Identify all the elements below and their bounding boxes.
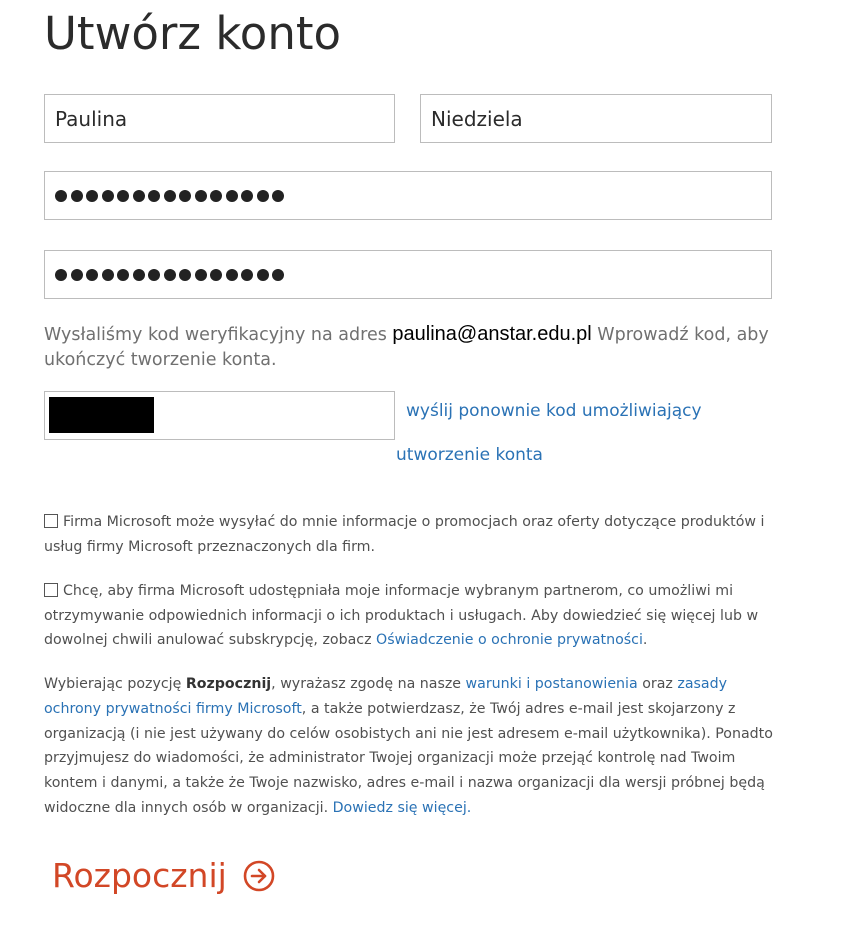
partners-consent (44, 579, 784, 653)
confirm-password-field[interactable] (44, 250, 772, 299)
password-dot (179, 269, 191, 281)
password-dot (195, 190, 207, 202)
password-mask (55, 183, 288, 208)
password-dot (257, 269, 269, 281)
legal-text-4: , a także potwierdzasz, że Twój adres e-mail jest skojarzony z organizacją (i nie jest używany do celów osobistych ani nie jest adresem e-mail użytkownika). Ponadto przyjmujesz do wiadomości, że administrator Twojej organizacji może przejąć kontrolę nad Twoim kontem i danymi, a także że Twoje nazwisko, adres e-mail i nazwa organizacji dla wersji próbnej będą widoczne dla innych osób w organizacji. (44, 700, 773, 816)
privacy-statement-link[interactable]: Oświadczenie o ochronie prywatności (376, 632, 643, 648)
password-dot (226, 269, 238, 281)
password-dot (55, 269, 67, 281)
verification-email: paulina@anstar.edu.pl (392, 323, 592, 345)
legal-notice (44, 672, 784, 821)
terms-link[interactable]: warunki i postanowienia (465, 676, 638, 692)
verification-text-before: Wysłaliśmy kod weryfikacyjny na adres (44, 325, 393, 345)
redacted-code (49, 397, 154, 433)
password-dot (133, 190, 145, 202)
password-dot (55, 190, 67, 202)
marketing-consent (44, 510, 784, 559)
resend-code-link-line1[interactable]: wyślij ponownie kod umożliwiający (406, 401, 702, 421)
resend-code-link-line2[interactable]: utworzenie konta (396, 445, 543, 465)
partners-label-end: . (642, 632, 648, 648)
password-dot (226, 190, 238, 202)
password-dot (272, 269, 284, 281)
verification-text-after: Wprowadź kod, aby ukończyć tworzenie konta. (44, 325, 769, 370)
password-dot (179, 190, 191, 202)
password-dot (148, 269, 160, 281)
password-dot (210, 190, 222, 202)
partners-checkbox[interactable] (44, 583, 58, 597)
password-dot (102, 190, 114, 202)
password-field[interactable] (44, 171, 772, 220)
legal-text-3: oraz (637, 676, 678, 692)
confirm-password-mask (55, 262, 288, 287)
password-dot (195, 269, 207, 281)
verification-code-field[interactable] (44, 391, 395, 440)
first-name-value: Paulina (55, 106, 128, 131)
password-dot (241, 190, 253, 202)
page-title: Utwórz konto (44, 7, 342, 60)
start-button[interactable] (52, 856, 275, 895)
partners-label: Chcę, aby firma Microsoft udostępniała moje informacje wybranym partnerom, co umożliwi mi otrzymywanie odpowiednich informacji o ich produktach i usługach. Aby dowiedzieć się więcej lub w dowolnej chwili anulować subskrypcję, zobacz (44, 583, 759, 648)
legal-bold-start: Rozpocznij (185, 676, 272, 692)
password-dot (86, 190, 98, 202)
marketing-label: Firma Microsoft może wysyłać do mnie informacje o promocjach oraz oferty dotyczące produktów i usług firmy Microsoft przeznaczonych dla firm. (44, 514, 765, 555)
password-dot (164, 269, 176, 281)
last-name-value: Niedziela (431, 106, 523, 131)
password-dot (71, 269, 83, 281)
password-dot (102, 269, 114, 281)
learn-more-link[interactable]: Dowiedz się więcej. (332, 799, 472, 816)
last-name-field[interactable] (420, 94, 772, 143)
privacy-policy-link[interactable]: zasady ochrony prywatności firmy Microsoft (44, 676, 728, 717)
password-dot (117, 190, 129, 202)
first-name-field[interactable] (44, 94, 395, 143)
password-dot (210, 269, 222, 281)
start-button-label: Rozpocznij (52, 856, 227, 895)
legal-text-1: Wybierając pozycję (44, 676, 186, 692)
password-dot (86, 269, 98, 281)
password-dot (133, 269, 145, 281)
password-dot (241, 269, 253, 281)
legal-text-2: , wyrażasz zgodę na nasze (271, 676, 466, 692)
arrow-circle-right-icon (243, 860, 275, 892)
password-dot (117, 269, 129, 281)
password-dot (164, 190, 176, 202)
password-dot (257, 190, 269, 202)
password-dot (272, 190, 284, 202)
password-dot (148, 190, 160, 202)
verification-message (44, 322, 784, 373)
password-dot (71, 190, 83, 202)
marketing-checkbox[interactable] (44, 514, 58, 528)
